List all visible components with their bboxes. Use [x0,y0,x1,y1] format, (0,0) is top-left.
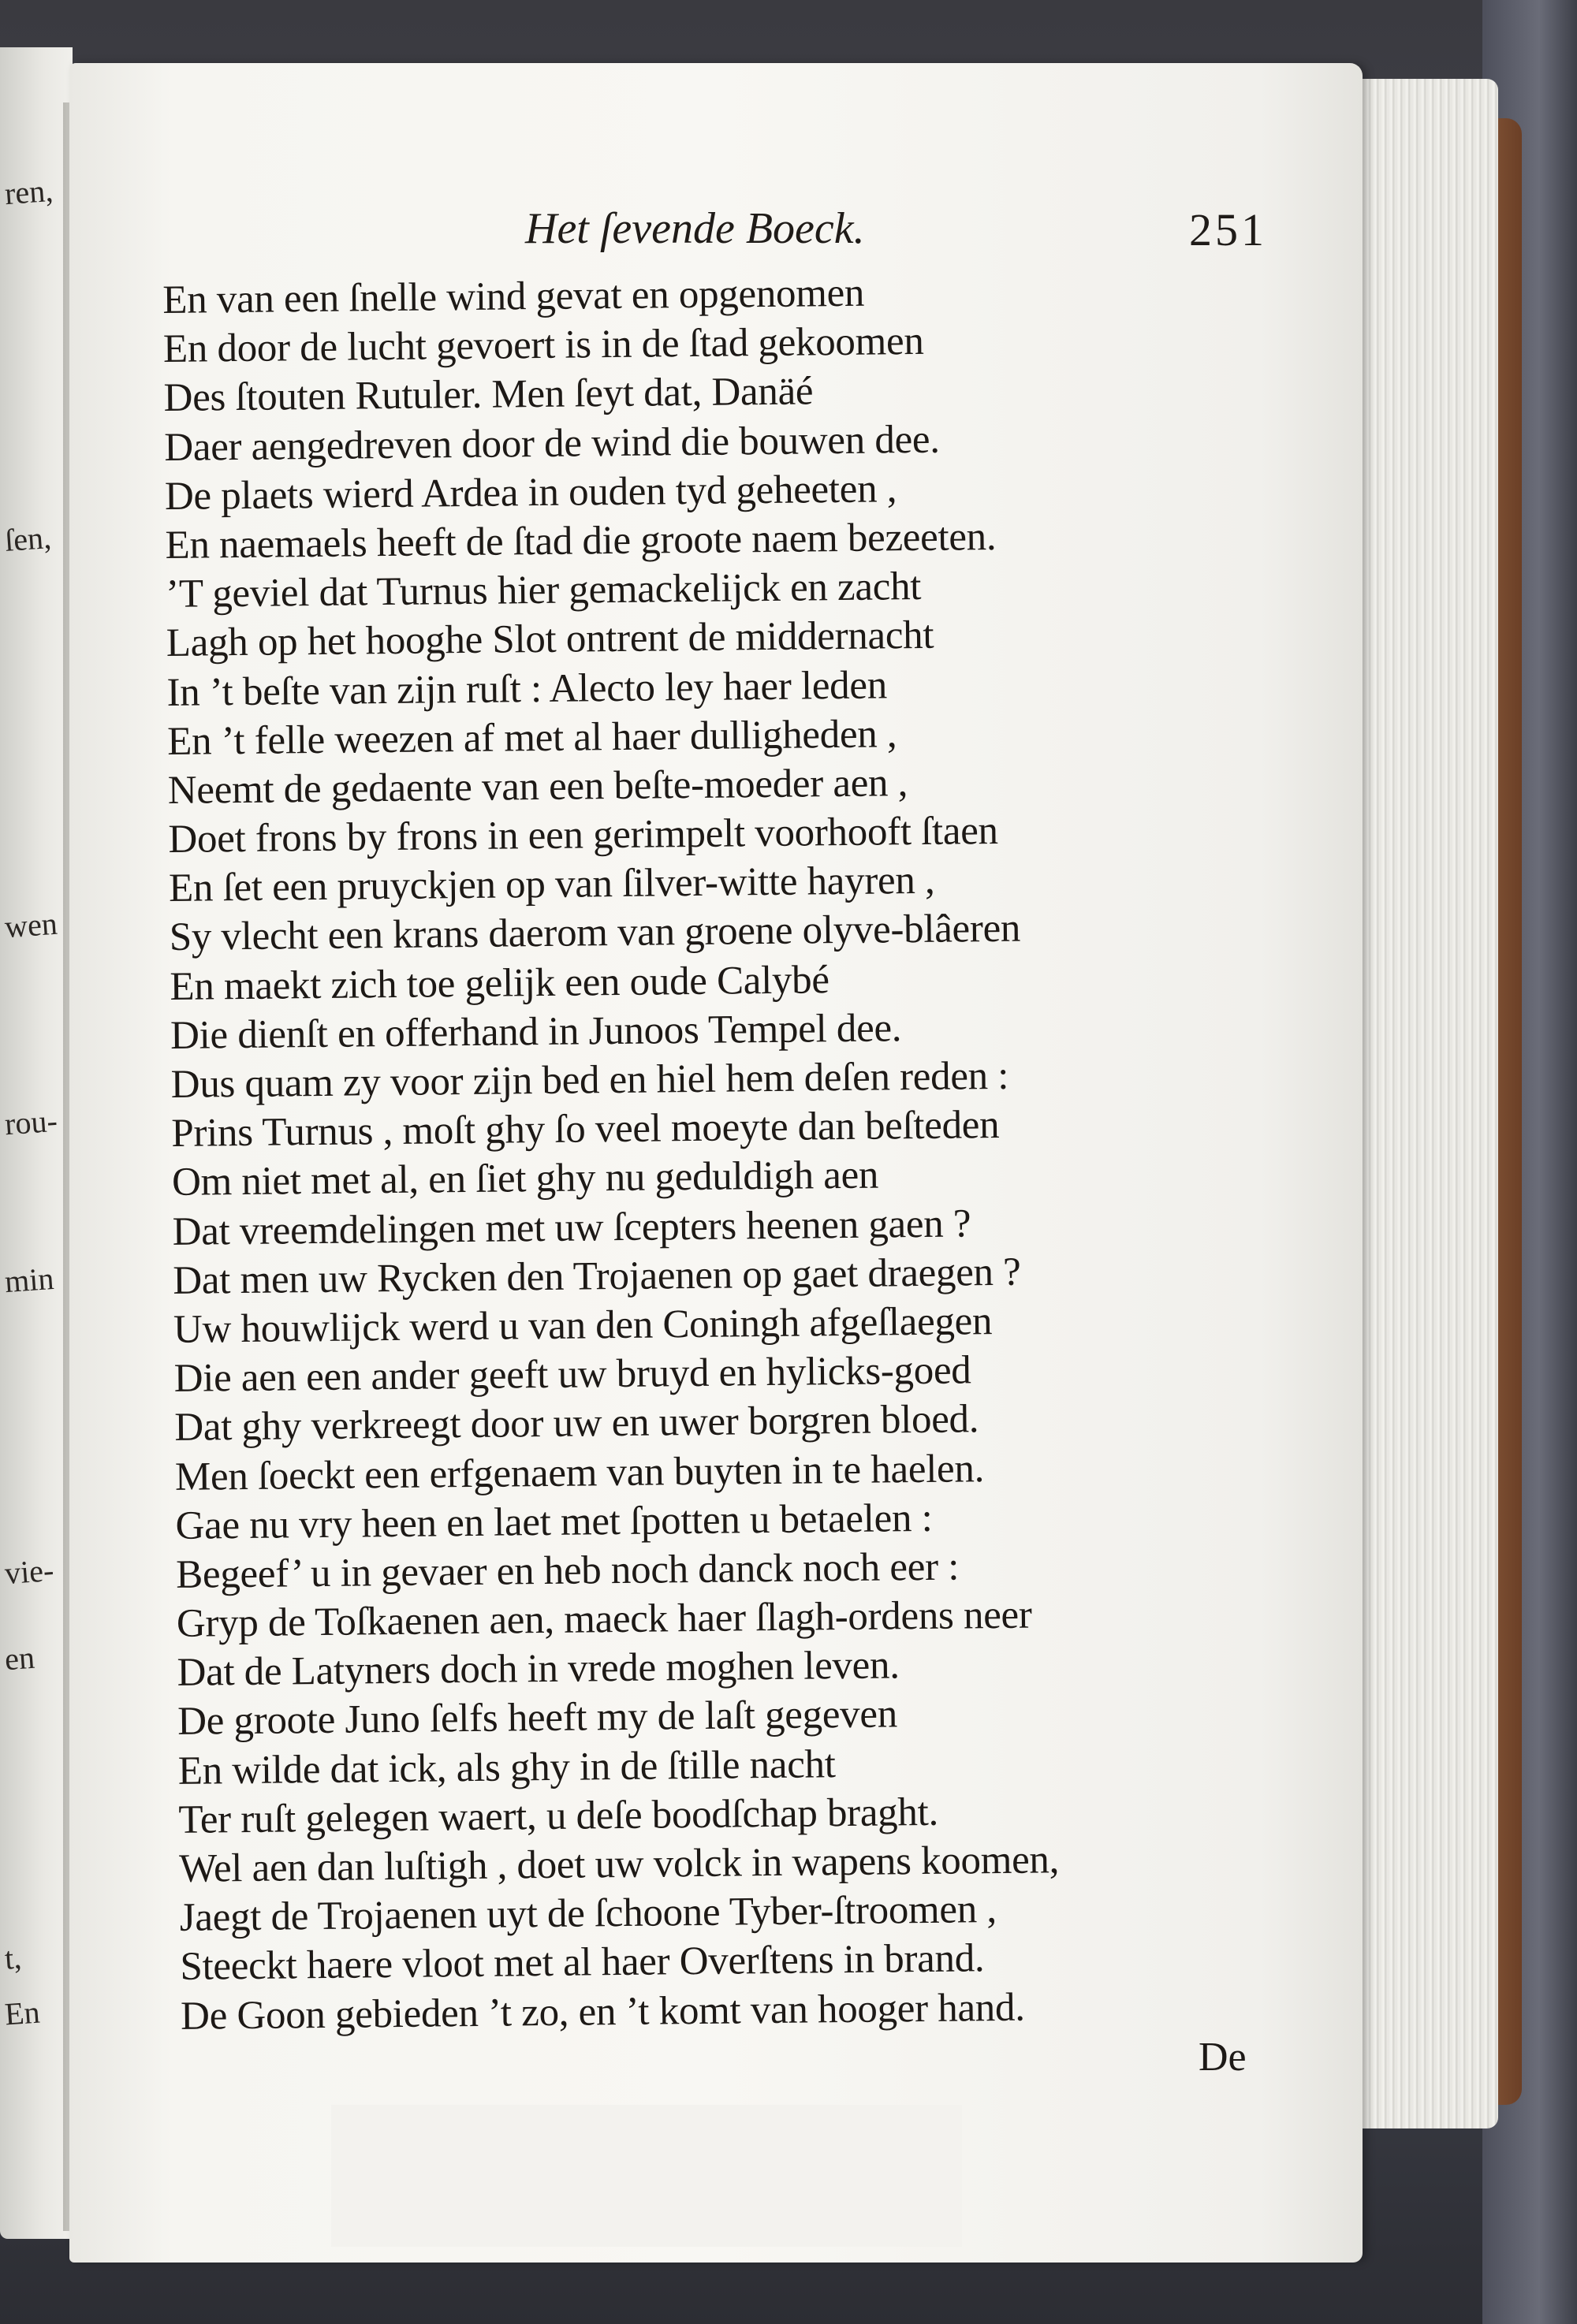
verse-line: De plaets wierd Ardea in ouden tyd geheeten , [164,467,897,519]
verse-line: Begeef’ u in gevaer en heb noch danck noch eer : [175,1544,960,1597]
verse-line: Dat ghy verkreegt door uw en uwer borgren bloed. [174,1397,979,1451]
verse-line: Gryp de Toſkaenen aen, maeck haer ſlagh-ordens neer [176,1592,1032,1646]
verse-text [162,264,1324,2041]
running-head: Het ſevende Boeck. [525,204,865,253]
verse-line: Steeckt haere vloot met al haer Overſtens in brand. [180,1936,985,1990]
verse-line: Uw houwlijck werd u van den Coningh afgeſlaegen [173,1298,993,1352]
left-page-fragment: vie- [3,1551,55,1592]
book-page [69,63,1363,2263]
left-page-fragment: en [3,1639,36,1678]
page-number: 251 [1189,204,1267,255]
verse-line: En door de lucht gevoert is in de ſtad gekoomen [162,319,924,372]
verse-line: Ter ruſt gelegen waert, u deſe boodſchap braght. [178,1790,939,1842]
verse-line: ’T geviel dat Turnus hier gemackelijck en zacht [165,564,922,617]
verse-line: Dat vreemdelingen met uw ſcepters heenen gaen ? [172,1201,971,1254]
left-page-fragment: t, [3,1939,23,1976]
verse-line: Dat de Latyners doch in vrede moghen leven. [177,1643,900,1696]
left-page-fragment: min [3,1260,55,1300]
verse-line: Sy vlecht een krans daerom van groene olyve-blâeren [169,907,1021,960]
redaction-patch [331,2105,962,2247]
verse-line: Die dienſt en offerhand in Junoos Tempel dee. [170,1006,902,1058]
verse-line: En naemaels heeft de ſtad die groote naem bezeeten. [165,514,997,568]
verse-line: In ’t beſte van zijn ruſt : Alecto ley haer leden [166,662,888,715]
verse-line: Men ſoeckt een erfgenaem van buyten in te haelen. [174,1446,985,1499]
verse-line: En maekt zich toe gelijk een oude Calybé [170,957,830,1009]
left-page-fragment: rou- [3,1102,59,1142]
verse-line: Doet frons by frons in een gerimpelt voorhooft ſtaen [168,809,999,862]
page-block-edge [1340,79,1498,2128]
verse-line: Des ſtouten Rutuler. Men ſeyt dat, Danäé [163,369,814,421]
verse-line: Die aen een ander geeft uw bruyd en hylicks-goed [173,1348,971,1402]
verse-line: De Goon gebieden ’t zo, en ’t komt van hooger hand. [180,1985,1025,2039]
verse-line: Dat men uw Rycken den Trojaenen op gaet draegen ? [173,1250,1021,1303]
left-page-fragment: wen [3,905,59,945]
verse-line: Jaegt de Trojaenen uyt de ſchoone Tyber-ſtroomen , [179,1887,997,1941]
left-page-fragment: ſen, [3,520,53,558]
verse-line: Dus quam zy voor zijn bed en hiel hem deſen reden : [170,1053,1009,1107]
verse-line: En van een ſnelle wind gevat en opgenomen [162,270,865,322]
catchword: De [1199,2035,1247,2080]
verse-line: En ſet een pruyckjen op van ſilver-witte hayren , [168,858,935,911]
verse-line: Wel aen dan luſtigh , doet uw volck in wapens koomen, [178,1838,1060,1891]
verse-line: Lagh op het hooghe Slot ontrent de middernacht [166,613,934,666]
verse-line: Neemt de gedaente van een beſte-moeder aen , [167,761,908,813]
left-page-fragment: En [3,1994,41,2032]
verse-line: De groote Juno ſelfs heeft my de laſt gegeven [177,1692,898,1745]
verse-line: En wilde dat ick, als ghy in de ſtille nacht [177,1741,836,1793]
verse-line: Prins Turnus , moſt ghy ſo veel moeyte dan beſteden [171,1103,1000,1156]
left-page-edge [0,47,73,2239]
verse-line: Om niet met al, en ſiet ghy nu geduldigh aen [171,1153,879,1205]
verse-line: Gae nu vry heen en laet met ſpotten u betaelen : [175,1495,933,1548]
verse-line: Daer aengedreven door de wind die bouwen dee. [163,417,940,470]
left-page-fragment: ren, [3,172,54,212]
verse-line: En ’t felle weezen af met al haer dulligheden , [166,711,897,764]
